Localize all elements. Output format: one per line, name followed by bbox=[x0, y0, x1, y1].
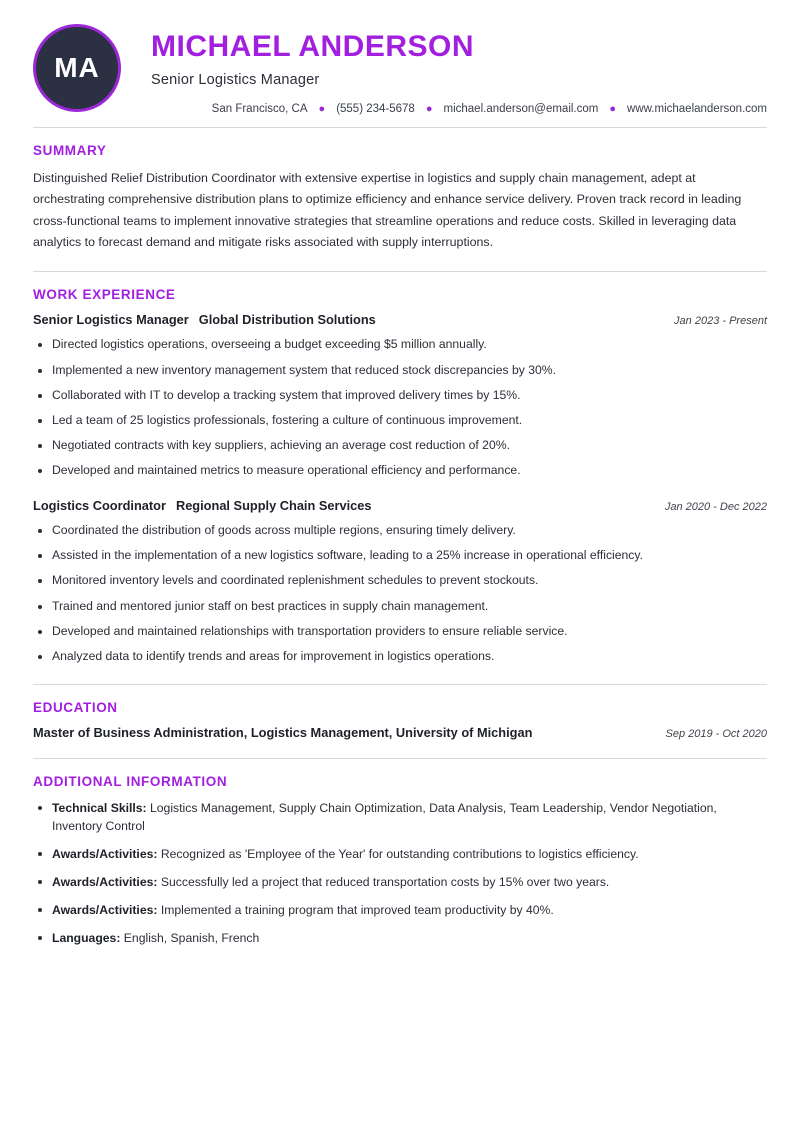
section-heading-experience: WORK EXPERIENCE bbox=[33, 287, 176, 303]
list-item: Collaborated with IT to develop a tracking system that improved delivery times by 15%. bbox=[33, 387, 767, 405]
summary-text: Distinguished Relief Distribution Coordinator with extensive expertise in logistics and supply chain management, adept at orchestrating comprehensive distribution plans to optimize efficiency and enhance service delivery. Proven track record in leading cross-functional teams to implement innovative strategies that streamline operations and reduce costs. Skilled in leveraging data analytics to forecast demand and mitigate risks associated with supply interruptions. bbox=[33, 171, 742, 249]
contact-bar bbox=[151, 103, 767, 115]
additional-label: Languages: bbox=[52, 931, 121, 946]
list-item: Directed logistics operations, overseeing a budget exceeding $5 million annually. bbox=[33, 336, 767, 354]
resume-header bbox=[33, 22, 767, 128]
experience-role-company bbox=[33, 498, 372, 513]
list-item bbox=[33, 929, 767, 948]
avatar bbox=[33, 24, 121, 112]
page-title: MICHAEL ANDERSON bbox=[151, 30, 475, 63]
additional-text: Logistics Management, Supply Chain Optimization, Data Analysis, Team Leadership, Vendor Negotiation, Inventory Control bbox=[52, 800, 717, 834]
experience-entry bbox=[33, 498, 767, 666]
experience-bullets bbox=[33, 522, 767, 666]
avatar-initials: MA bbox=[54, 52, 100, 83]
list-item: Coordinated the distribution of goods across multiple regions, ensuring timely delivery. bbox=[33, 522, 767, 540]
experience-role-company bbox=[33, 312, 376, 327]
list-item bbox=[33, 901, 767, 920]
contact-phone[interactable]: (555) 234-5678 bbox=[336, 103, 415, 115]
section-education bbox=[33, 685, 767, 759]
list-item: Developed and maintained metrics to measure operational efficiency and performance. bbox=[33, 462, 767, 480]
list-item: Monitored inventory levels and coordinated replenishment schedules to prevent stockouts. bbox=[33, 572, 767, 590]
experience-role: Senior Logistics Manager bbox=[33, 312, 189, 328]
section-additional-information bbox=[33, 759, 767, 948]
contact-location: San Francisco, CA bbox=[211, 103, 308, 115]
header-text bbox=[121, 22, 767, 115]
list-item: Negotiated contracts with key suppliers, achieving an average cost reduction of 20%. bbox=[33, 437, 767, 455]
experience-company: Regional Supply Chain Services bbox=[175, 497, 372, 513]
contact-email[interactable]: michael.anderson@email.com bbox=[443, 103, 599, 115]
contact-website[interactable]: www.michaelanderson.com bbox=[627, 103, 767, 115]
list-item: Led a team of 25 logistics professionals, fostering a culture of continuous improvement. bbox=[33, 412, 767, 430]
additional-list bbox=[33, 799, 767, 948]
bullet-separator-icon: ● bbox=[609, 103, 617, 115]
additional-text: Recognized as 'Employee of the Year' for outstanding contributions to logistics efficiency. bbox=[160, 847, 639, 862]
additional-label: Awards/Activities: bbox=[52, 847, 158, 862]
section-heading-additional: ADDITIONAL INFORMATION bbox=[33, 773, 228, 789]
section-experience bbox=[33, 272, 767, 684]
list-item bbox=[33, 873, 767, 892]
section-summary bbox=[33, 128, 767, 272]
experience-entry-header bbox=[33, 312, 767, 327]
list-item bbox=[33, 845, 767, 864]
list-item: Assisted in the implementation of a new logistics software, leading to a 25% increase in operational efficiency. bbox=[33, 547, 767, 565]
experience-dates: Jan 2023 - Present bbox=[674, 315, 767, 328]
experience-role: Logistics Coordinator bbox=[33, 497, 166, 513]
list-item: Implemented a new inventory management system that reduced stock discrepancies by 30%. bbox=[33, 362, 767, 380]
experience-bullets bbox=[33, 336, 767, 480]
bullet-separator-icon: ● bbox=[425, 103, 433, 115]
additional-label: Awards/Activities: bbox=[52, 903, 158, 918]
section-heading-summary: SUMMARY bbox=[33, 143, 107, 158]
list-item: Trained and mentored junior staff on best practices in supply chain management. bbox=[33, 598, 767, 616]
education-degree: Master of Business Administration, Logistics Management, University of Michigan bbox=[33, 724, 533, 740]
bullet-separator-icon: ● bbox=[318, 103, 326, 115]
additional-label: Technical Skills: bbox=[52, 800, 147, 815]
additional-text: Implemented a training program that improved team productivity by 40%. bbox=[160, 903, 554, 918]
experience-company: Global Distribution Solutions bbox=[198, 312, 376, 328]
job-title: Senior Logistics Manager bbox=[151, 72, 320, 88]
education-entry bbox=[33, 725, 767, 740]
list-item bbox=[33, 799, 767, 837]
experience-dates: Jan 2020 - Dec 2022 bbox=[664, 500, 767, 513]
section-heading-education: EDUCATION bbox=[33, 699, 118, 715]
additional-label: Awards/Activities: bbox=[52, 875, 158, 890]
list-item: Developed and maintained relationships with transportation providers to ensure reliable service. bbox=[33, 623, 767, 641]
additional-text: English, Spanish, French bbox=[123, 931, 260, 946]
experience-entry bbox=[33, 312, 767, 480]
additional-text: Successfully led a project that reduced transportation costs by 15% over two years. bbox=[160, 875, 610, 890]
education-dates: Sep 2019 - Oct 2020 bbox=[665, 727, 767, 740]
experience-entry-header bbox=[33, 498, 767, 513]
list-item: Analyzed data to identify trends and areas for improvement in logistics operations. bbox=[33, 648, 767, 666]
